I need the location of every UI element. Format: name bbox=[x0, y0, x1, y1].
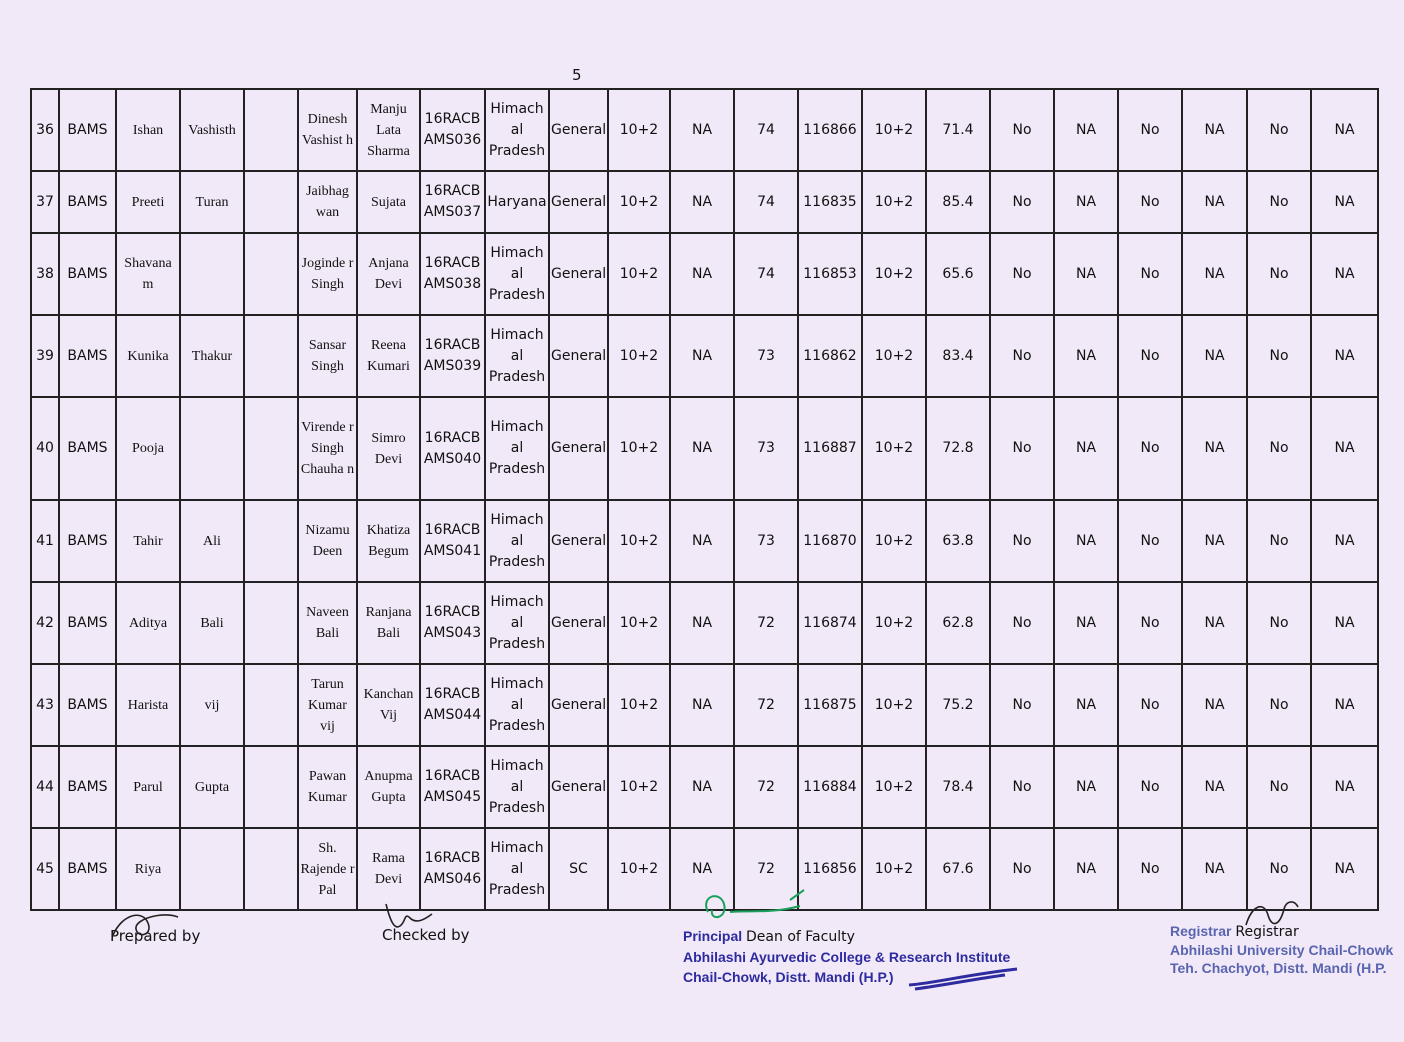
cell-qual: 10+2 bbox=[608, 89, 670, 171]
cell-sno: 36 bbox=[31, 89, 59, 171]
cell-c18: No bbox=[1118, 89, 1182, 171]
cell-c11: NA bbox=[670, 233, 734, 315]
cell-c13: 116866 bbox=[798, 89, 862, 171]
cell-state: Himach al Pradesh bbox=[485, 582, 549, 664]
cell-sno: 45 bbox=[31, 828, 59, 910]
cell-c11: NA bbox=[670, 746, 734, 828]
cell-reg: 16RACB AMS036 bbox=[420, 89, 485, 171]
cell-state: Himach al Pradesh bbox=[485, 233, 549, 315]
cell-last bbox=[180, 233, 244, 315]
cell-c16: No bbox=[990, 171, 1054, 233]
cell-middle bbox=[244, 664, 298, 746]
registrar-stamp-label: Registrar bbox=[1170, 923, 1232, 939]
cell-c18: No bbox=[1118, 582, 1182, 664]
cell-c19: NA bbox=[1182, 171, 1247, 233]
cell-c12: 73 bbox=[734, 500, 798, 582]
cell-c16: No bbox=[990, 582, 1054, 664]
table-row bbox=[31, 664, 1378, 746]
cell-c18: No bbox=[1118, 746, 1182, 828]
cell-father: Pawan Kumar bbox=[298, 746, 357, 828]
cell-c20: No bbox=[1247, 397, 1311, 500]
table-row bbox=[31, 500, 1378, 582]
cell-reg: 16RACB AMS038 bbox=[420, 233, 485, 315]
cell-c21: NA bbox=[1311, 89, 1378, 171]
cell-c19: NA bbox=[1182, 746, 1247, 828]
cell-middle bbox=[244, 315, 298, 397]
cell-c13: 116853 bbox=[798, 233, 862, 315]
cell-c14: 10+2 bbox=[862, 664, 926, 746]
cell-c18: No bbox=[1118, 315, 1182, 397]
cell-qual: 10+2 bbox=[608, 233, 670, 315]
cell-c14: 10+2 bbox=[862, 315, 926, 397]
cell-c16: No bbox=[990, 664, 1054, 746]
cell-c11: NA bbox=[670, 664, 734, 746]
cell-last bbox=[180, 828, 244, 910]
cell-c15: 72.8 bbox=[926, 397, 990, 500]
cell-first: Preeti bbox=[116, 171, 180, 233]
cell-c16: No bbox=[990, 397, 1054, 500]
cell-c13: 116856 bbox=[798, 828, 862, 910]
cell-c19: NA bbox=[1182, 828, 1247, 910]
cell-sno: 39 bbox=[31, 315, 59, 397]
cell-c13: 116870 bbox=[798, 500, 862, 582]
cell-c19: NA bbox=[1182, 582, 1247, 664]
cell-course: BAMS bbox=[59, 746, 116, 828]
cell-c12: 72 bbox=[734, 664, 798, 746]
cell-c21: NA bbox=[1311, 315, 1378, 397]
cell-c17: NA bbox=[1054, 89, 1118, 171]
university-address: Teh. Chachyot, Distt. Mandi (H.P. bbox=[1170, 960, 1387, 976]
cell-reg: 16RACB AMS043 bbox=[420, 582, 485, 664]
registrar-label: Registrar bbox=[1235, 924, 1299, 940]
cell-c18: No bbox=[1118, 233, 1182, 315]
cell-qual: 10+2 bbox=[608, 582, 670, 664]
cell-middle bbox=[244, 171, 298, 233]
cell-course: BAMS bbox=[59, 828, 116, 910]
cell-c17: NA bbox=[1054, 746, 1118, 828]
cell-middle bbox=[244, 500, 298, 582]
cell-c12: 74 bbox=[734, 89, 798, 171]
cell-c17: NA bbox=[1054, 500, 1118, 582]
cell-c19: NA bbox=[1182, 664, 1247, 746]
cell-c12: 74 bbox=[734, 171, 798, 233]
cell-c11: NA bbox=[670, 89, 734, 171]
cell-c11: NA bbox=[670, 828, 734, 910]
cell-first: Pooja bbox=[116, 397, 180, 500]
checked-by-signature bbox=[380, 900, 440, 936]
table-row bbox=[31, 233, 1378, 315]
cell-mother: Anupma Gupta bbox=[357, 746, 420, 828]
cell-reg: 16RACB AMS044 bbox=[420, 664, 485, 746]
cell-first: Ishan bbox=[116, 89, 180, 171]
cell-father: Virende r Singh Chauha n bbox=[298, 397, 357, 500]
cell-c14: 10+2 bbox=[862, 171, 926, 233]
cell-c20: No bbox=[1247, 233, 1311, 315]
cell-last: Turan bbox=[180, 171, 244, 233]
cell-state: Haryana bbox=[485, 171, 549, 233]
cell-c17: NA bbox=[1054, 582, 1118, 664]
table-row bbox=[31, 397, 1378, 500]
cell-c12: 72 bbox=[734, 746, 798, 828]
cell-c18: No bbox=[1118, 828, 1182, 910]
cell-father: Nizamu Deen bbox=[298, 500, 357, 582]
cell-state: Himach al Pradesh bbox=[485, 746, 549, 828]
cell-father: Sansar Singh bbox=[298, 315, 357, 397]
cell-c12: 72 bbox=[734, 582, 798, 664]
cell-c17: NA bbox=[1054, 233, 1118, 315]
cell-last: Gupta bbox=[180, 746, 244, 828]
cell-mother: Khatiza Begum bbox=[357, 500, 420, 582]
cell-last: Ali bbox=[180, 500, 244, 582]
cell-c14: 10+2 bbox=[862, 828, 926, 910]
cell-c13: 116875 bbox=[798, 664, 862, 746]
cell-c14: 10+2 bbox=[862, 397, 926, 500]
cell-course: BAMS bbox=[59, 397, 116, 500]
cell-sno: 38 bbox=[31, 233, 59, 315]
cell-course: BAMS bbox=[59, 315, 116, 397]
page-number: 5 bbox=[572, 66, 582, 84]
cell-c16: No bbox=[990, 500, 1054, 582]
cell-middle bbox=[244, 582, 298, 664]
cell-c16: No bbox=[990, 233, 1054, 315]
cell-c13: 116887 bbox=[798, 397, 862, 500]
cell-c15: 75.2 bbox=[926, 664, 990, 746]
cell-middle bbox=[244, 233, 298, 315]
cell-reg: 16RACB AMS046 bbox=[420, 828, 485, 910]
cell-c18: No bbox=[1118, 397, 1182, 500]
prepared-by-signature bbox=[108, 905, 188, 945]
cell-c12: 72 bbox=[734, 828, 798, 910]
cell-c14: 10+2 bbox=[862, 89, 926, 171]
cell-reg: 16RACB AMS039 bbox=[420, 315, 485, 397]
cell-course: BAMS bbox=[59, 500, 116, 582]
cell-c19: NA bbox=[1182, 500, 1247, 582]
cell-c17: NA bbox=[1054, 315, 1118, 397]
cell-sno: 37 bbox=[31, 171, 59, 233]
cell-father: Jaibhag wan bbox=[298, 171, 357, 233]
cell-category: General bbox=[549, 500, 608, 582]
college-name: Abhilashi Ayurvedic College & Research Institute bbox=[683, 949, 1011, 965]
cell-c21: NA bbox=[1311, 500, 1378, 582]
cell-c11: NA bbox=[670, 171, 734, 233]
cell-c20: No bbox=[1247, 746, 1311, 828]
cell-c19: NA bbox=[1182, 315, 1247, 397]
cell-c13: 116835 bbox=[798, 171, 862, 233]
cell-mother: Reena Kumari bbox=[357, 315, 420, 397]
cell-c21: NA bbox=[1311, 582, 1378, 664]
cell-mother: Anjana Devi bbox=[357, 233, 420, 315]
prepared-by-label: Prepared by bbox=[110, 927, 201, 945]
cell-c12: 73 bbox=[734, 397, 798, 500]
cell-qual: 10+2 bbox=[608, 746, 670, 828]
cell-first: Parul bbox=[116, 746, 180, 828]
cell-first: Aditya bbox=[116, 582, 180, 664]
table-row bbox=[31, 89, 1378, 171]
cell-c11: NA bbox=[670, 397, 734, 500]
cell-category: General bbox=[549, 746, 608, 828]
cell-first: Shavana m bbox=[116, 233, 180, 315]
cell-c20: No bbox=[1247, 89, 1311, 171]
cell-middle bbox=[244, 828, 298, 910]
cell-last: vij bbox=[180, 664, 244, 746]
cell-c16: No bbox=[990, 828, 1054, 910]
cell-state: Himach al Pradesh bbox=[485, 500, 549, 582]
cell-c17: NA bbox=[1054, 171, 1118, 233]
university-name: Abhilashi University Chail-Chowk bbox=[1170, 942, 1394, 958]
cell-c15: 71.4 bbox=[926, 89, 990, 171]
cell-category: General bbox=[549, 233, 608, 315]
cell-c15: 65.6 bbox=[926, 233, 990, 315]
cell-state: Himach al Pradesh bbox=[485, 397, 549, 500]
cell-sno: 40 bbox=[31, 397, 59, 500]
cell-first: Tahir bbox=[116, 500, 180, 582]
checked-by-label: Checked by bbox=[382, 926, 470, 944]
cell-mother: Rama Devi bbox=[357, 828, 420, 910]
table-row bbox=[31, 315, 1378, 397]
cell-c13: 116884 bbox=[798, 746, 862, 828]
cell-c14: 10+2 bbox=[862, 500, 926, 582]
cell-last: Bali bbox=[180, 582, 244, 664]
cell-c15: 78.4 bbox=[926, 746, 990, 828]
cell-sno: 42 bbox=[31, 582, 59, 664]
principal-stamp-scribble bbox=[905, 965, 1025, 995]
cell-c19: NA bbox=[1182, 397, 1247, 500]
cell-c18: No bbox=[1118, 664, 1182, 746]
cell-c19: NA bbox=[1182, 89, 1247, 171]
cell-father: Tarun Kumar vij bbox=[298, 664, 357, 746]
cell-mother: Simro Devi bbox=[357, 397, 420, 500]
cell-last bbox=[180, 397, 244, 500]
cell-first: Riya bbox=[116, 828, 180, 910]
cell-state: Himach al Pradesh bbox=[485, 664, 549, 746]
cell-c20: No bbox=[1247, 664, 1311, 746]
cell-c18: No bbox=[1118, 171, 1182, 233]
cell-reg: 16RACB AMS037 bbox=[420, 171, 485, 233]
cell-qual: 10+2 bbox=[608, 315, 670, 397]
cell-mother: Kanchan Vij bbox=[357, 664, 420, 746]
cell-c21: NA bbox=[1311, 828, 1378, 910]
principal-signature bbox=[700, 886, 820, 930]
cell-c19: NA bbox=[1182, 233, 1247, 315]
cell-middle bbox=[244, 89, 298, 171]
cell-mother: Ranjana Bali bbox=[357, 582, 420, 664]
cell-c21: NA bbox=[1311, 233, 1378, 315]
cell-c18: No bbox=[1118, 500, 1182, 582]
cell-c15: 63.8 bbox=[926, 500, 990, 582]
cell-c15: 85.4 bbox=[926, 171, 990, 233]
cell-father: Joginde r Singh bbox=[298, 233, 357, 315]
cell-state: Himach al Pradesh bbox=[485, 89, 549, 171]
cell-c20: No bbox=[1247, 315, 1311, 397]
cell-c14: 10+2 bbox=[862, 746, 926, 828]
cell-category: General bbox=[549, 89, 608, 171]
cell-c15: 67.6 bbox=[926, 828, 990, 910]
cell-first: Kunika bbox=[116, 315, 180, 397]
cell-c17: NA bbox=[1054, 828, 1118, 910]
cell-c11: NA bbox=[670, 500, 734, 582]
cell-qual: 10+2 bbox=[608, 500, 670, 582]
cell-category: General bbox=[549, 171, 608, 233]
cell-c13: 116874 bbox=[798, 582, 862, 664]
cell-category: SC bbox=[549, 828, 608, 910]
cell-qual: 10+2 bbox=[608, 397, 670, 500]
cell-course: BAMS bbox=[59, 582, 116, 664]
cell-sno: 41 bbox=[31, 500, 59, 582]
college-address: Chail-Chowk, Distt. Mandi (H.P.) bbox=[683, 969, 894, 985]
cell-c21: NA bbox=[1311, 171, 1378, 233]
cell-last: Vashisth bbox=[180, 89, 244, 171]
cell-c16: No bbox=[990, 746, 1054, 828]
cell-c14: 10+2 bbox=[862, 582, 926, 664]
cell-c17: NA bbox=[1054, 664, 1118, 746]
principal-label: Principal bbox=[683, 928, 743, 944]
cell-category: General bbox=[549, 664, 608, 746]
cell-c11: NA bbox=[670, 315, 734, 397]
cell-c21: NA bbox=[1311, 397, 1378, 500]
cell-c20: No bbox=[1247, 500, 1311, 582]
table-row bbox=[31, 746, 1378, 828]
cell-reg: 16RACB AMS040 bbox=[420, 397, 485, 500]
cell-c16: No bbox=[990, 315, 1054, 397]
cell-c14: 10+2 bbox=[862, 233, 926, 315]
cell-c13: 116862 bbox=[798, 315, 862, 397]
cell-course: BAMS bbox=[59, 89, 116, 171]
cell-state: Himach al Pradesh bbox=[485, 315, 549, 397]
cell-state: Himach al Pradesh bbox=[485, 828, 549, 910]
cell-c15: 83.4 bbox=[926, 315, 990, 397]
student-records-table bbox=[30, 88, 1379, 911]
cell-category: General bbox=[549, 582, 608, 664]
cell-reg: 16RACB AMS041 bbox=[420, 500, 485, 582]
cell-father: Dinesh Vashist h bbox=[298, 89, 357, 171]
cell-reg: 16RACB AMS045 bbox=[420, 746, 485, 828]
cell-c17: NA bbox=[1054, 397, 1118, 500]
cell-category: General bbox=[549, 315, 608, 397]
table-row bbox=[31, 582, 1378, 664]
cell-category: General bbox=[549, 397, 608, 500]
cell-qual: 10+2 bbox=[608, 828, 670, 910]
cell-last: Thakur bbox=[180, 315, 244, 397]
cell-c20: No bbox=[1247, 828, 1311, 910]
cell-c21: NA bbox=[1311, 746, 1378, 828]
cell-sno: 44 bbox=[31, 746, 59, 828]
cell-c16: No bbox=[990, 89, 1054, 171]
cell-course: BAMS bbox=[59, 171, 116, 233]
cell-c20: No bbox=[1247, 171, 1311, 233]
cell-c11: NA bbox=[670, 582, 734, 664]
cell-father: Sh. Rajende r Pal bbox=[298, 828, 357, 910]
cell-mother: Sujata bbox=[357, 171, 420, 233]
cell-qual: 10+2 bbox=[608, 664, 670, 746]
cell-qual: 10+2 bbox=[608, 171, 670, 233]
cell-course: BAMS bbox=[59, 664, 116, 746]
cell-c12: 74 bbox=[734, 233, 798, 315]
cell-father: Naveen Bali bbox=[298, 582, 357, 664]
cell-mother: Manju Lata Sharma bbox=[357, 89, 420, 171]
cell-middle bbox=[244, 746, 298, 828]
cell-course: BAMS bbox=[59, 233, 116, 315]
cell-c20: No bbox=[1247, 582, 1311, 664]
cell-sno: 43 bbox=[31, 664, 59, 746]
registrar-signature bbox=[1240, 895, 1310, 935]
cell-c15: 62.8 bbox=[926, 582, 990, 664]
cell-first: Harista bbox=[116, 664, 180, 746]
cell-c21: NA bbox=[1311, 664, 1378, 746]
cell-middle bbox=[244, 397, 298, 500]
cell-c12: 73 bbox=[734, 315, 798, 397]
dean-of-faculty-label: Dean of Faculty bbox=[746, 929, 855, 945]
table-row bbox=[31, 171, 1378, 233]
